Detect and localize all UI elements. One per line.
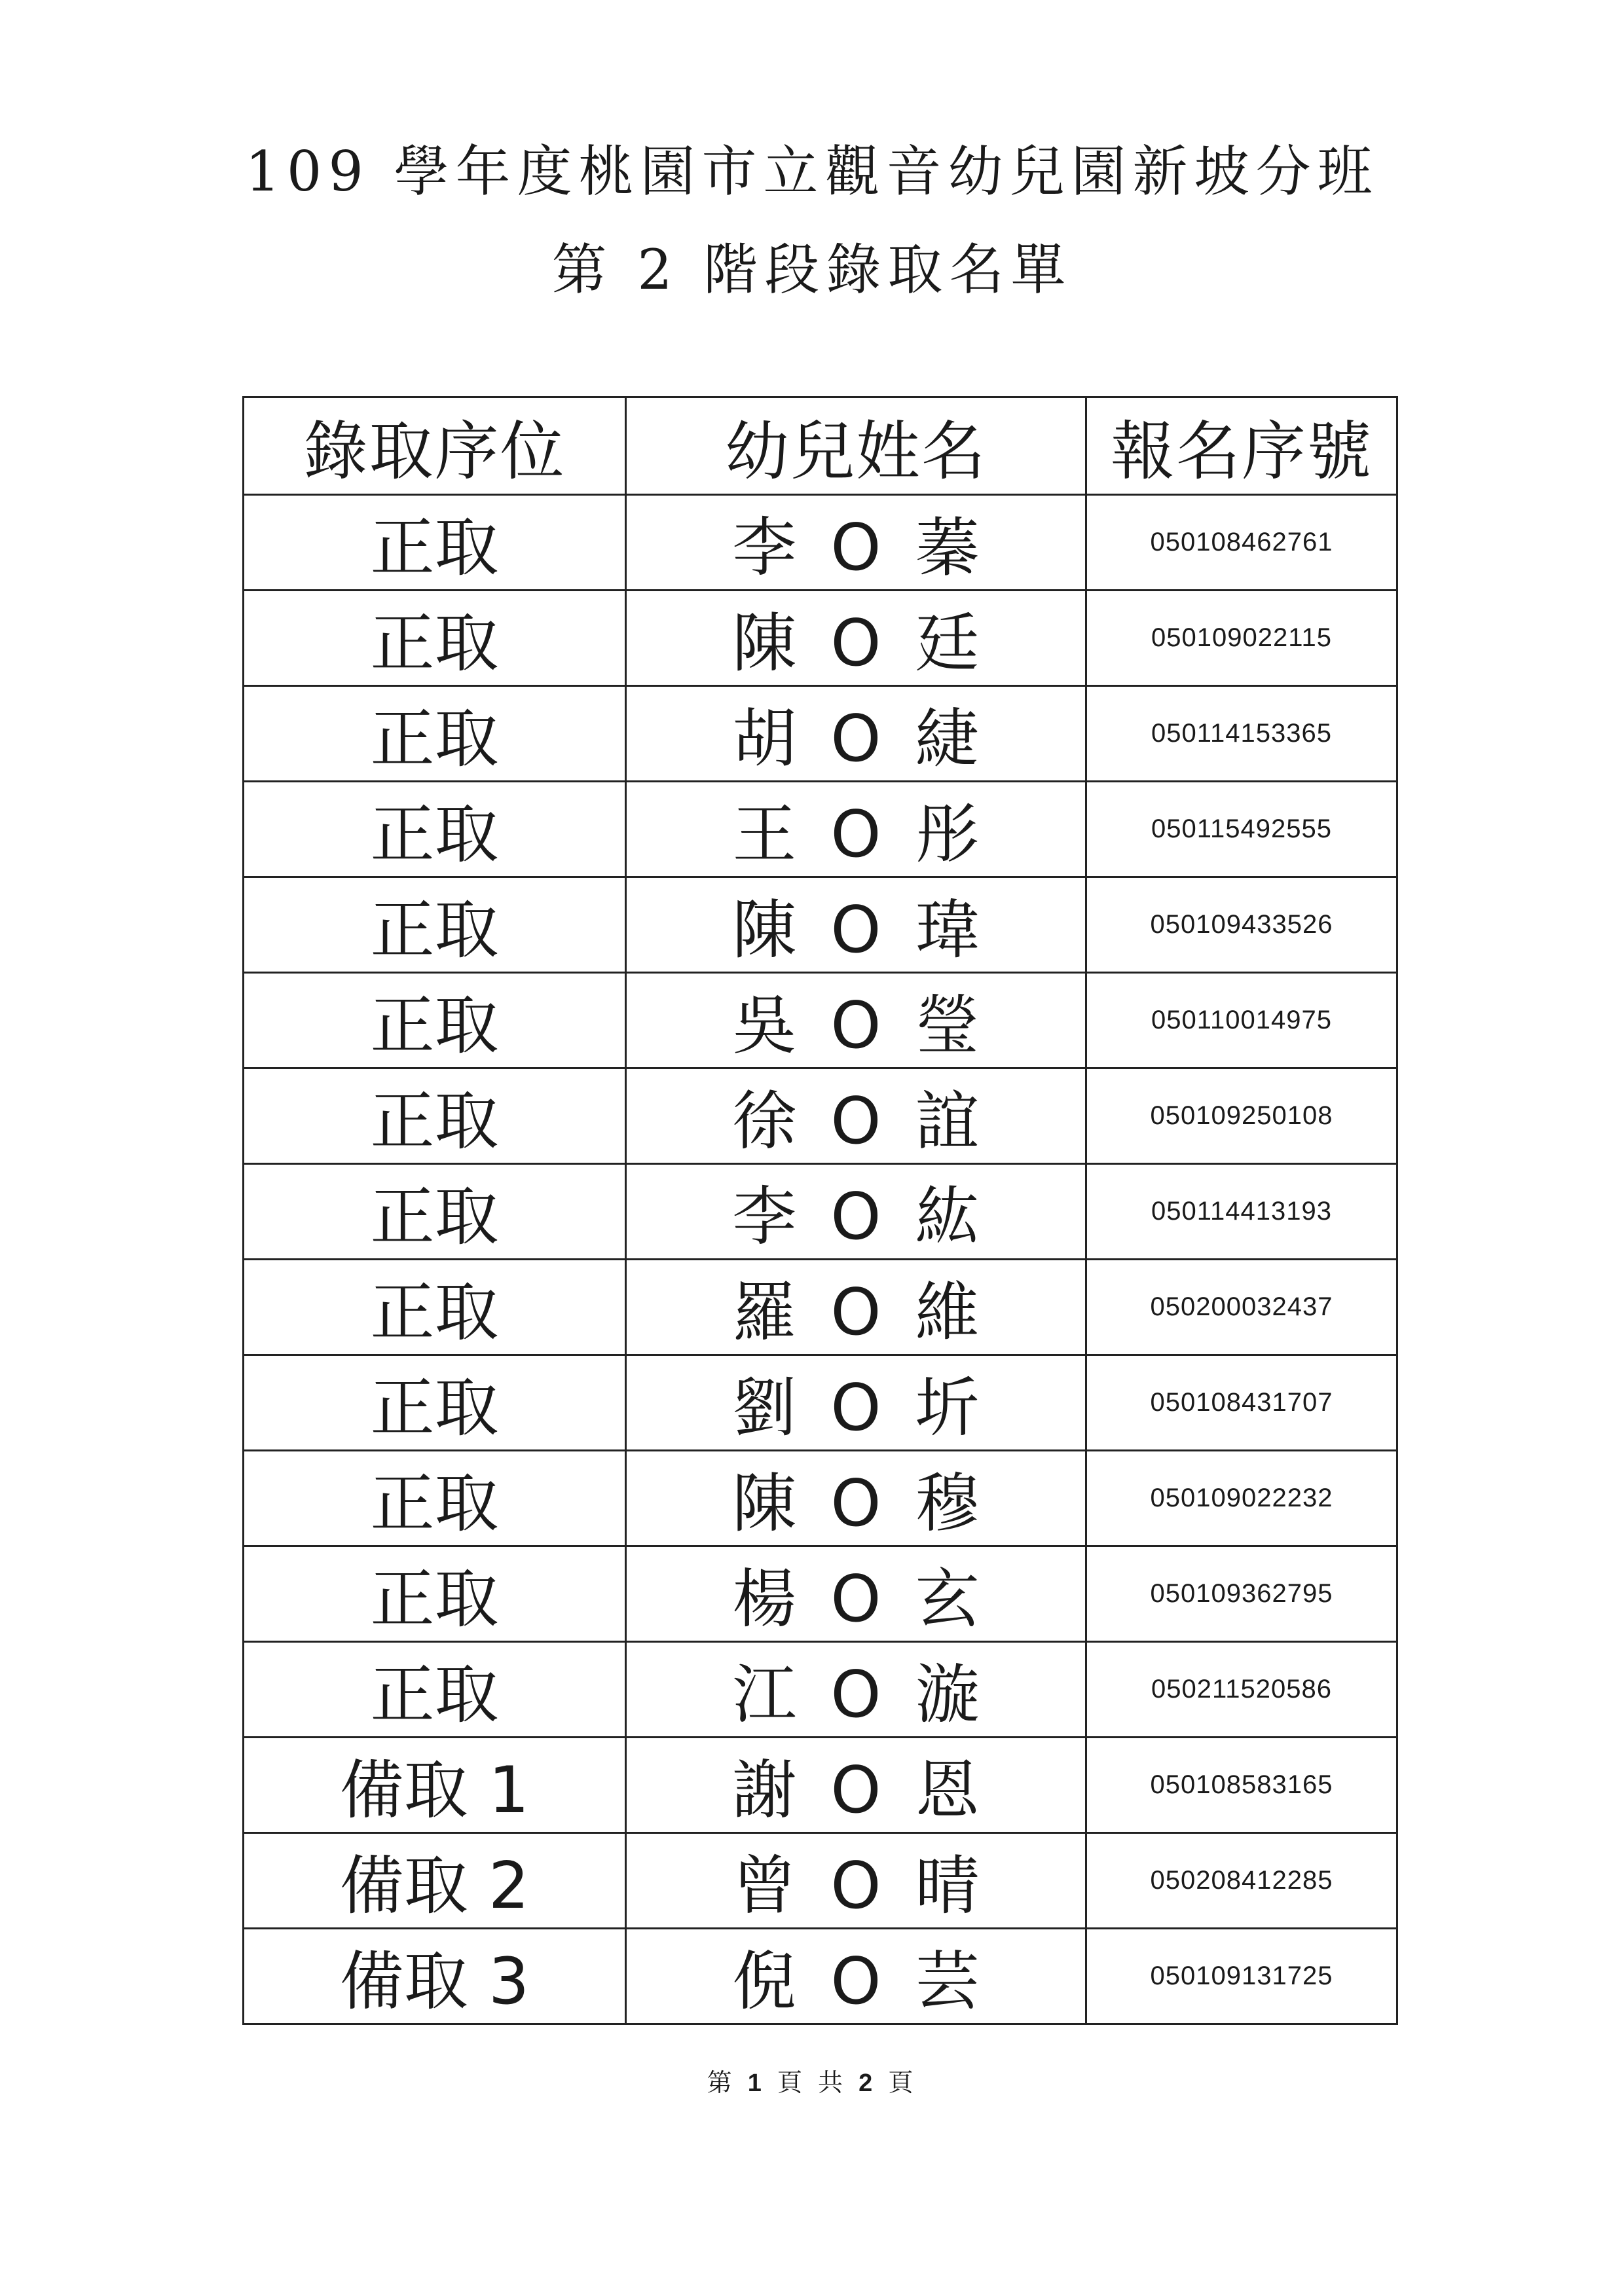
- child-name-cell: [626, 877, 1086, 973]
- rank-cell: 正取: [244, 1642, 626, 1738]
- table-row: [244, 1833, 1397, 1929]
- admission-table: [242, 396, 1398, 2025]
- name-given: 緁: [915, 702, 980, 776]
- registration-number-cell: 050109131725: [1086, 1929, 1397, 2024]
- document-subtitle: 第 2 階段錄取名單: [551, 238, 1073, 302]
- registration-number-cell: 050108583165: [1086, 1738, 1397, 1833]
- child-name-cell: [626, 1451, 1086, 1546]
- name-surname: 李: [732, 511, 797, 585]
- table-row: [244, 973, 1397, 1068]
- child-name-cell: [626, 1738, 1086, 1833]
- name-given: 誼: [915, 1084, 980, 1159]
- name-surname: 曾: [732, 1849, 797, 1923]
- child-name-cell: [626, 1642, 1086, 1738]
- registration-number-cell: 050109022232: [1086, 1451, 1397, 1546]
- header-child-name: 幼兒姓名: [626, 397, 1086, 495]
- child-name-cell: [626, 591, 1086, 686]
- name-surname: 羅: [732, 1275, 797, 1350]
- name-surname: 李: [732, 1180, 797, 1254]
- child-name-cell: [626, 1260, 1086, 1355]
- name-given: 彤: [915, 797, 980, 872]
- table-row: [244, 1642, 1397, 1738]
- name-surname: 江: [732, 1658, 797, 1732]
- name-masked: O: [830, 1084, 881, 1159]
- name-given: 紘: [915, 1180, 980, 1254]
- name-surname: 劉: [732, 1371, 797, 1446]
- registration-number-cell: 050200032437: [1086, 1260, 1397, 1355]
- name-masked: O: [830, 1275, 881, 1350]
- name-surname: 倪: [732, 1944, 797, 2019]
- table-row: [244, 1068, 1397, 1164]
- child-name-cell: [626, 495, 1086, 591]
- name-given: 玄: [915, 1562, 980, 1637]
- name-masked: O: [830, 893, 881, 968]
- name-surname: 陳: [732, 606, 797, 681]
- table-row: [244, 1738, 1397, 1833]
- rank-cell: 正取: [244, 877, 626, 973]
- table-row: [244, 1546, 1397, 1642]
- name-masked: O: [830, 1562, 881, 1637]
- name-given: 晴: [915, 1849, 980, 1923]
- child-name-cell: [626, 1833, 1086, 1929]
- table-row: [244, 877, 1397, 973]
- name-given: 瑋: [915, 893, 980, 968]
- table-body: [244, 495, 1397, 2024]
- name-surname: 徐: [732, 1084, 797, 1159]
- registration-number-cell: 050208412285: [1086, 1833, 1397, 1929]
- name-masked: O: [830, 797, 881, 872]
- name-given: 穆: [915, 1467, 980, 1541]
- name-masked: O: [830, 511, 881, 585]
- name-given: 漩: [915, 1658, 980, 1732]
- footer-prefix: 第: [707, 2068, 736, 2097]
- table-row: [244, 591, 1397, 686]
- registration-number-cell: 050109250108: [1086, 1068, 1397, 1164]
- child-name-cell: [626, 973, 1086, 1068]
- table-row: [244, 686, 1397, 782]
- table-row: [244, 1355, 1397, 1451]
- name-masked: O: [830, 1944, 881, 2019]
- document-title: 109 學年度桃園市立觀音幼兒園新坡分班: [245, 139, 1379, 204]
- registration-number-cell: 050108462761: [1086, 495, 1397, 591]
- name-masked: O: [830, 606, 881, 681]
- name-surname: 謝: [732, 1753, 797, 1828]
- name-masked: O: [830, 702, 881, 776]
- name-given: 維: [915, 1275, 980, 1350]
- registration-number-cell: 050110014975: [1086, 973, 1397, 1068]
- name-surname: 吳: [732, 989, 797, 1063]
- footer-suffix: 頁: [888, 2068, 917, 2097]
- name-surname: 陳: [732, 893, 797, 968]
- child-name-cell: [626, 1068, 1086, 1164]
- rank-cell: 備取 1: [244, 1738, 626, 1833]
- name-masked: O: [830, 1658, 881, 1732]
- rank-cell: 備取 3: [244, 1929, 626, 2024]
- rank-cell: 正取: [244, 686, 626, 782]
- name-masked: O: [830, 989, 881, 1063]
- child-name-cell: [626, 686, 1086, 782]
- rank-cell: 正取: [244, 591, 626, 686]
- registration-number-cell: 050114413193: [1086, 1164, 1397, 1260]
- rank-cell: 正取: [244, 1260, 626, 1355]
- name-given: 芸: [915, 1944, 980, 2019]
- table-row: [244, 495, 1397, 591]
- rank-cell: 備取 2: [244, 1833, 626, 1929]
- name-surname: 胡: [732, 702, 797, 776]
- table-row: [244, 782, 1397, 877]
- footer-total-pages: 2: [858, 2069, 877, 2097]
- child-name-cell: [626, 1164, 1086, 1260]
- registration-number-cell: 050108431707: [1086, 1355, 1397, 1451]
- page-footer: [0, 2062, 1624, 2098]
- registration-number-cell: 050109022115: [1086, 591, 1397, 686]
- table-row: [244, 1260, 1397, 1355]
- registration-number-cell: 050109433526: [1086, 877, 1397, 973]
- rank-cell: 正取: [244, 1355, 626, 1451]
- header-rank: 錄取序位: [244, 397, 626, 495]
- name-masked: O: [830, 1849, 881, 1923]
- name-given: 恩: [915, 1753, 980, 1828]
- rank-cell: 正取: [244, 1451, 626, 1546]
- name-given: 廷: [915, 606, 980, 681]
- footer-page-number: 1: [747, 2069, 766, 2097]
- name-masked: O: [830, 1180, 881, 1254]
- name-surname: 王: [732, 797, 797, 872]
- rank-cell: 正取: [244, 1546, 626, 1642]
- child-name-cell: [626, 1355, 1086, 1451]
- name-masked: O: [830, 1467, 881, 1541]
- name-masked: O: [830, 1753, 881, 1828]
- footer-middle: 頁 共: [777, 2068, 847, 2097]
- child-name-cell: [626, 1929, 1086, 2024]
- table-row: [244, 1451, 1397, 1546]
- name-given: 蓁: [915, 511, 980, 585]
- child-name-cell: [626, 1546, 1086, 1642]
- table-row: [244, 1164, 1397, 1260]
- name-given: 圻: [915, 1371, 980, 1446]
- child-name-cell: [626, 782, 1086, 877]
- rank-cell: 正取: [244, 973, 626, 1068]
- rank-cell: 正取: [244, 495, 626, 591]
- registration-number-cell: 050114153365: [1086, 686, 1397, 782]
- registration-number-cell: 050109362795: [1086, 1546, 1397, 1642]
- rank-cell: 正取: [244, 1068, 626, 1164]
- rank-cell: 正取: [244, 782, 626, 877]
- name-given: 瑩: [915, 989, 980, 1063]
- header-registration-number: 報名序號: [1086, 397, 1397, 495]
- table-row: [244, 1929, 1397, 2024]
- name-surname: 楊: [732, 1562, 797, 1637]
- name-surname: 陳: [732, 1467, 797, 1541]
- table-header-row: [244, 397, 1397, 495]
- registration-number-cell: 050211520586: [1086, 1642, 1397, 1738]
- rank-cell: 正取: [244, 1164, 626, 1260]
- registration-number-cell: 050115492555: [1086, 782, 1397, 877]
- name-masked: O: [830, 1371, 881, 1446]
